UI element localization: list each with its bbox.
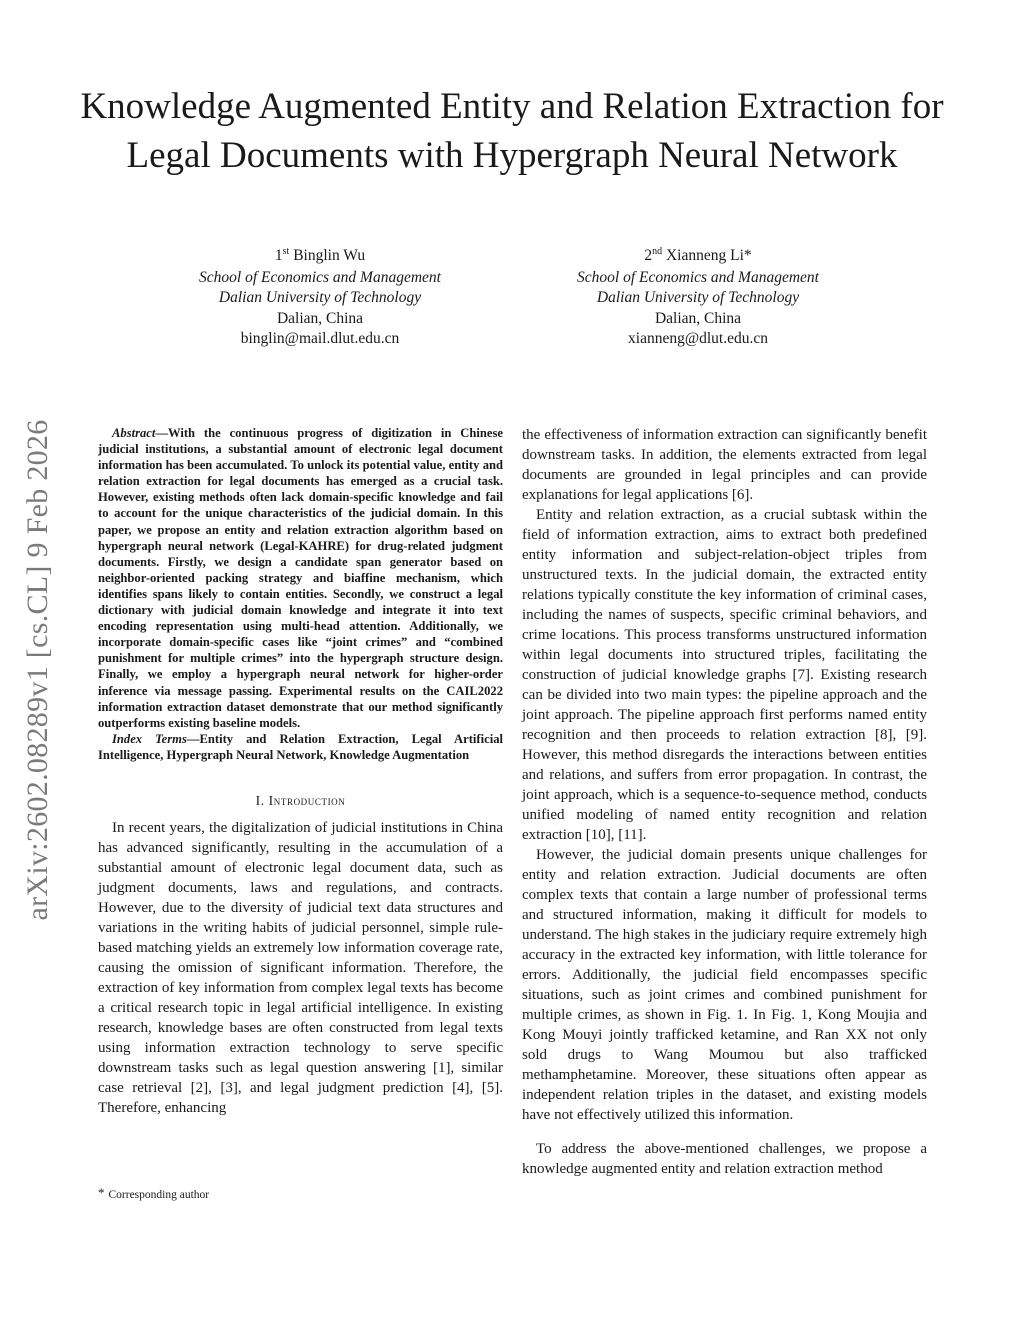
index-terms-text: —Entity and Relation Extraction, Legal Artificial Intelligence, Hypergraph Neural Network, Knowledge Augmentation [98,731,503,762]
abstract-text: —With the continuous progress of digitization in Chinese judicial institutions, a substantial amount of electronic legal document information has been accumulated. To unlock its potential value, entity and relation extraction for legal documents has emerged as a crucial task. However, existing methods often lack domain-specific knowledge and fail to account for the unique characteristics of the judicial domain. In this paper, we propose an entity and relation extraction algorithm based on hypergraph neural network (Legal-KAHRE) for drug-related judgment documents. Firstly, we design a candidate span generator based on neighbor-oriented packing strategy and biaffine mechanism, which identifies spans likely to contain entities. Secondly, we construct a legal dictionary with judicial domain knowledge and integrate it into text encoding representation using multi-head attention. Additionally, we incorporate domain-specific cases like “joint crimes” and “combined punishment for multiple crimes” into the hypergraph structure design. Finally, we employ a hypergraph neural network for higher-order inference via message passing. Experimental results on the CAIL2022 information extraction dataset demonstrate that our method significantly outperforms existing baseline models. [98,426,503,730]
author-name: Xianneng Li* [665,247,752,264]
footnote-mark: * [98,1185,105,1200]
body-paragraph: To address the above-mentioned challenges, we propose a knowledge augmented entity and relation extraction method [522,1141,927,1177]
footnote-text: Corresponding author [108,1189,210,1201]
author-affiliation-school: School of Economics and Management [199,268,441,286]
index-terms [98,731,503,763]
paper-title: Knowledge Augmented Entity and Relation Extraction for Legal Documents with Hypergraph Neural Network [80,86,944,176]
right-column [522,425,927,1179]
author-name: Binglin Wu [293,247,366,264]
author-name-line [508,246,888,267]
author-location: Dalian, China [654,309,742,327]
left-column [98,425,503,1118]
body-paragraph: the effectiveness of information extraction can significantly benefit downstream tasks. In addition, the elements extracted from legal documents are grounded in legal principles and can provide explanations for legal applications [6]. [522,427,927,503]
author-affiliation-school: School of Economics and Management [577,268,819,286]
body-paragraph: However, the judicial domain presents unique challenges for entity and relation extraction. Judicial documents are often complex texts that contain a large number of professional terms and structured information, making it difficult for models to understand. The high stakes in the judiciary require extremely high accuracy in the extracted key information, with little tolerance for errors. Additionally, the judicial field encompasses specific situations, such as joint crimes and combined punishment for multiple crimes, as shown in Fig. 1. In Fig. 1, Kong Moujia and Kong Mouyi jointly trafficked ketamine, and Ran XX not only sold drugs to Wang Moumou but also trafficked methamphetamine. Moreover, these situations often appear as independent relation triples in the dataset, and existing models have not effectively utilized this information. [522,847,927,1123]
author-name-line [130,246,510,267]
author-email: binglin@mail.dlut.edu.cn [240,330,400,347]
index-terms-lead: Index Terms [112,731,187,746]
body-paragraph: Entity and relation extraction, as a crucial subtask within the field of information extraction, aims to extract both predefined entity information and subject-relation-object triples from unstructured texts. In the judicial domain, the extracted entity relations typically constitute the key information of criminal cases, including the names of suspects, specific criminal behaviors, and crime locations. This process transforms unstructured information within legal documents into structured triples, facilitating the construction of judicial knowledge graphs [7]. Existing research can be divided into two main types: the pipeline approach and the joint approach. The pipeline approach first performs named entity recognition and then proceeds to relation extraction [8], [9]. However, this method disregards the interactions between entities and relations, and suffers from error propagation. In contrast, the joint approach, which is a sequence-to-sequence method, conducts unified modeling of named entity recognition and relation extraction [10], [11]. [522,507,927,843]
author-location: Dalian, China [276,309,364,327]
section-heading-introduction: I. Introduction [255,792,346,808]
abstract-lead: Abstract [112,426,156,440]
author-ordinal-suffix: nd [652,246,663,257]
footnote [98,1186,498,1202]
author-email: xianneng@dlut.edu.cn [628,330,768,347]
author-affiliation-university: Dalian University of Technology [218,289,422,306]
author-ordinal: 2 [644,247,653,264]
arxiv-identifier-stamp: arXiv:2602.08289v1 [cs.CL] 9 Feb 2026 [21,419,54,921]
author-affiliation-university: Dalian University of Technology [596,289,800,306]
body-paragraph: In recent years, the digitalization of judicial institutions in China has advanced significantly, resulting in the accumulation of a substantial amount of electronic legal document data, such as judgment documents, laws and regulations, and contracts. However, due to the diversity of judicial text data structures and variations in the writing habits of judicial personnel, simple rule-based matching yields an extremely low information coverage rate, causing the omission of significant information. Therefore, the extraction of key information from complex legal texts has become a critical research topic in legal artificial intelligence. In existing research, knowledge bases are often constructed from legal texts using information extraction technology to serve specific downstream tasks such as legal question answering [1], similar case retrieval [2], [3], and legal judgment prediction [4], [5]. Therefore, enhancing [98,819,503,1116]
abstract [98,425,503,731]
author-ordinal-suffix: st [282,246,290,257]
author-block-1 [130,246,510,350]
author-block-2 [508,246,888,350]
author-ordinal: 1 [274,247,283,264]
